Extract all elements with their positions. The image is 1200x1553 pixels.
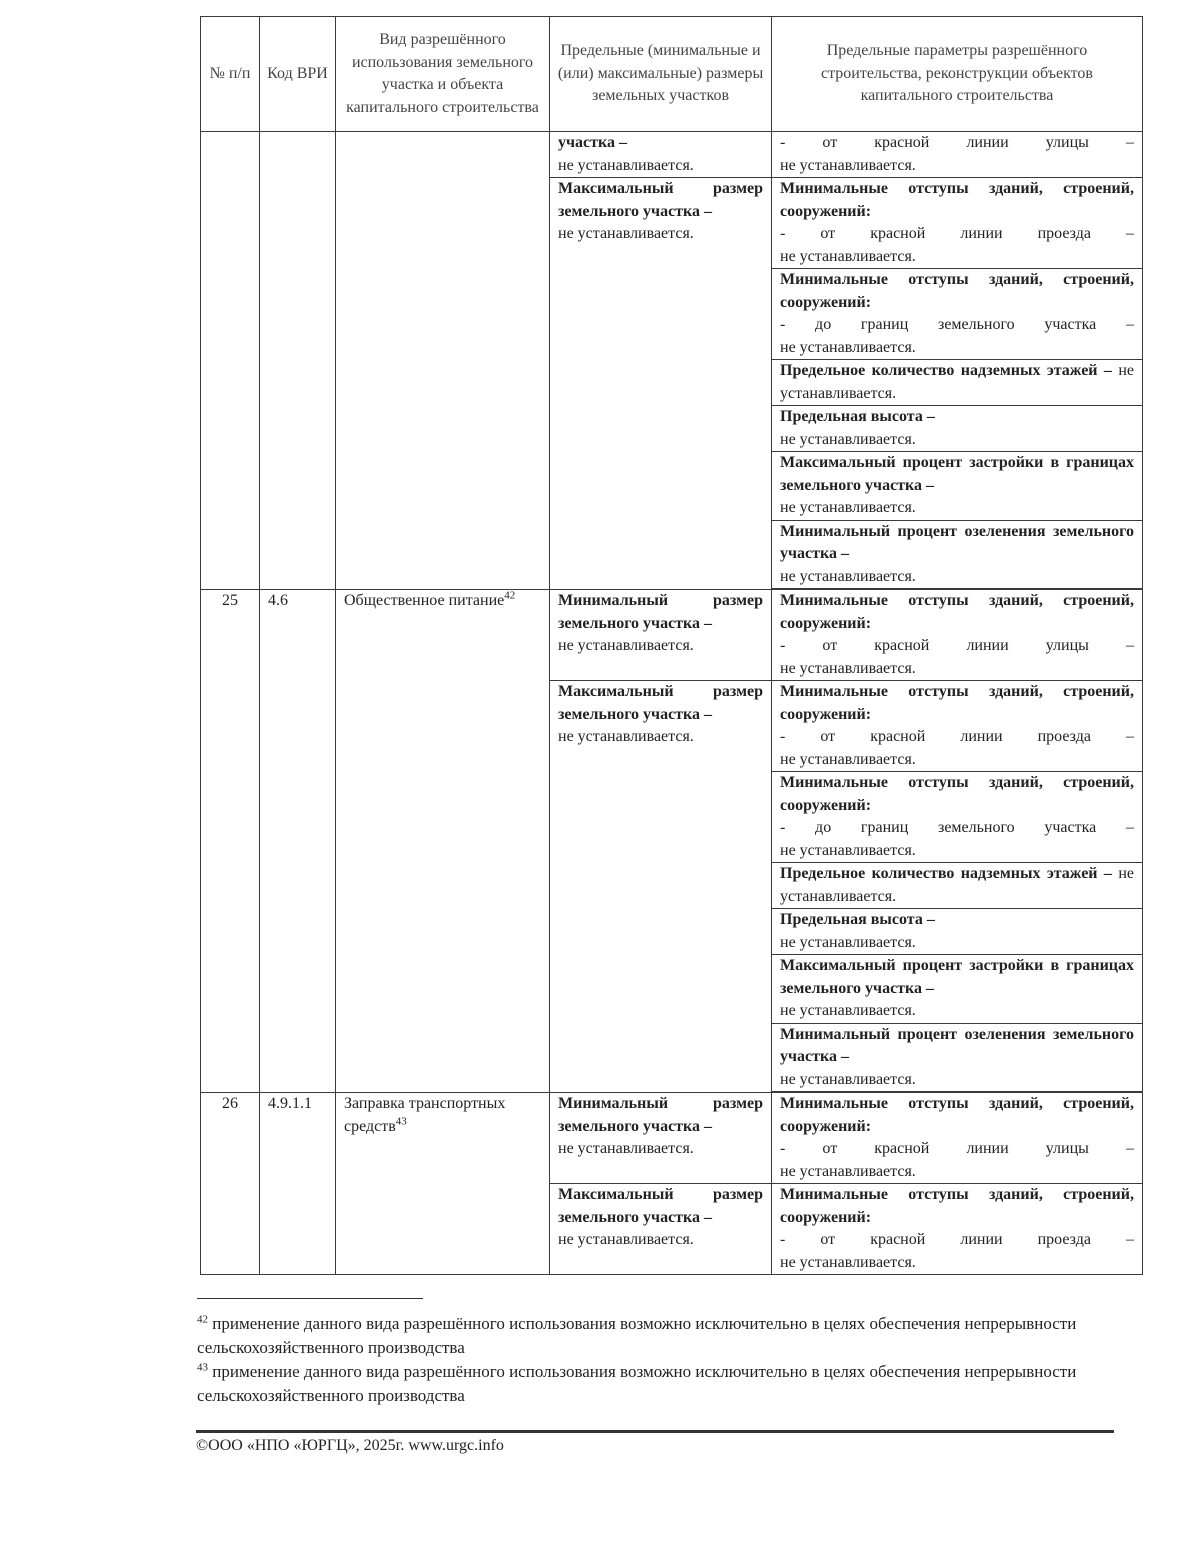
- header-params: Предельные параметры разрешённого строительства, реконструкции объектов капитального строительства: [772, 17, 1143, 132]
- cell-size-max: [550, 1184, 772, 1275]
- size-min-value: не устанавливается.: [558, 637, 694, 654]
- param-label: Предельное количество надземных этажей –: [780, 362, 1112, 379]
- cell-size-max: [550, 178, 772, 590]
- param-value: не устанавливается.: [780, 156, 916, 174]
- footnote-ref: 42: [504, 589, 516, 602]
- param-value: не устанавливается.: [780, 1070, 916, 1088]
- param-pre: - от красной линии проезда –: [780, 1231, 1134, 1248]
- cell-param: [772, 681, 1143, 772]
- param-label: Минимальные отступы зданий, строений, сооружений:: [780, 683, 1134, 723]
- size-max-value: не устанавливается.: [558, 1231, 694, 1248]
- footnote-divider: [197, 1298, 423, 1299]
- param-value: не устанавливается.: [780, 659, 916, 677]
- param-value: не устанавливается.: [780, 750, 916, 768]
- cell-param: [772, 1023, 1143, 1092]
- header-sizes: Предельные (минимальные и (или) максимальные) размеры земельных участков: [550, 17, 772, 132]
- cell-param: [772, 909, 1143, 955]
- param-value: не устанавливается.: [780, 567, 916, 585]
- size-min-label: Минимальный размер земельного участка –: [558, 1095, 763, 1135]
- size-max-value: не устанавливается.: [558, 728, 694, 745]
- cell-param: [772, 955, 1143, 1024]
- param-label: Минимальные отступы зданий, строений, сооружений:: [780, 592, 1134, 632]
- cell-param: [772, 1093, 1143, 1184]
- cell-param: [772, 132, 1143, 178]
- cell-type: [336, 1093, 550, 1275]
- footnote: [197, 1312, 1107, 1360]
- param-label: Минимальные отступы зданий, строений, сооружений:: [780, 1186, 1134, 1226]
- param-pre: - от красной линии проезда –: [780, 728, 1134, 745]
- cell-size-max: [550, 681, 772, 1093]
- cell-param: [772, 178, 1143, 269]
- param-label: Предельная высота –: [780, 911, 935, 928]
- cell-code: 4.6: [260, 590, 336, 1093]
- footnote: [197, 1360, 1107, 1408]
- cell-param: [772, 360, 1143, 406]
- table-row: [201, 1093, 1143, 1184]
- cell-num: [201, 132, 260, 590]
- cell-type: [336, 132, 550, 590]
- cell-param: [772, 1184, 1143, 1275]
- cell-param: [772, 590, 1143, 681]
- param-label: Минимальный процент озеленения земельного участка –: [780, 522, 1134, 562]
- param-pre: - от красной линии улицы –: [780, 637, 1134, 654]
- size-max-value: не устанавливается.: [558, 225, 694, 242]
- cell-size-min: [550, 132, 772, 178]
- size-min-value: не устанавливается.: [558, 1140, 694, 1157]
- param-pre: - от красной линии улицы –: [780, 1140, 1134, 1157]
- param-pre: - от красной линии улицы –: [780, 134, 1134, 151]
- param-value: не устанавливается.: [780, 362, 1134, 402]
- size-min-tail: участка –: [558, 134, 627, 151]
- cell-param: [772, 269, 1143, 360]
- param-value: не устанавливается.: [780, 865, 1134, 905]
- param-value: не устанавливается.: [780, 430, 916, 448]
- cell-param: [772, 520, 1143, 589]
- param-pre: - от красной линии проезда –: [780, 225, 1134, 242]
- footer-divider: [196, 1430, 1114, 1433]
- cell-param: [772, 772, 1143, 863]
- size-max-label: Максимальный размер земельного участка –: [558, 180, 763, 220]
- param-value: не устанавливается.: [780, 1162, 916, 1180]
- table-row: [201, 590, 1143, 681]
- param-value: не устанавливается.: [780, 499, 916, 516]
- cell-size-min: [550, 590, 772, 681]
- cell-num: 26: [201, 1093, 260, 1275]
- cell-num: 25: [201, 590, 260, 1093]
- param-label: Максимальный процент застройки в границах земельного участка –: [780, 957, 1134, 997]
- param-label: Минимальные отступы зданий, строений, сооружений:: [780, 180, 1134, 220]
- param-value: не устанавливается.: [780, 338, 916, 356]
- regulations-table: [200, 16, 1143, 1275]
- footnote-number: 43: [197, 1361, 208, 1374]
- type-name: Заправка транспортных средств: [344, 1095, 506, 1135]
- size-max-label: Максимальный размер земельного участка –: [558, 1186, 763, 1226]
- param-value: не устанавливается.: [780, 1253, 916, 1271]
- cell-param: [772, 452, 1143, 521]
- table-header-row: [201, 17, 1143, 132]
- param-label: Предельная высота –: [780, 408, 935, 425]
- footnote-ref: 43: [395, 1115, 407, 1128]
- type-name: Общественное питание: [344, 592, 505, 609]
- param-value: не устанавливается.: [780, 1002, 916, 1019]
- size-min-label: Минимальный размер земельного участка –: [558, 592, 763, 632]
- table-row: [201, 132, 1143, 178]
- header-num: № п/п: [201, 17, 260, 132]
- param-label: Минимальные отступы зданий, строений, сооружений:: [780, 1095, 1134, 1135]
- cell-type: [336, 590, 550, 1093]
- header-code: Код ВРИ: [260, 17, 336, 132]
- param-value: не устанавливается.: [780, 933, 916, 951]
- size-max-label: Максимальный размер земельного участка –: [558, 683, 763, 723]
- cell-param: [772, 406, 1143, 452]
- param-label: Минимальные отступы зданий, строений, сооружений:: [780, 774, 1134, 814]
- param-label: Максимальный процент застройки в границах земельного участка –: [780, 454, 1134, 494]
- footnote-text: применение данного вида разрешённого использования возможно исключительно в целях обеспечения непрерывности сельскохозяйственного производства: [197, 1362, 1077, 1405]
- page-footer: ©ООО «НПО «ЮРГЦ», 2025г. www.urgc.info: [196, 1437, 504, 1454]
- footnote-number: 42: [197, 1313, 208, 1326]
- param-value: не устанавливается.: [780, 841, 916, 859]
- cell-code: [260, 132, 336, 590]
- footnote-text: применение данного вида разрешённого использования возможно исключительно в целях обеспечения непрерывности сельскохозяйственного производства: [197, 1314, 1077, 1357]
- size-min-value: не устанавливается.: [558, 156, 694, 174]
- cell-code: 4.9.1.1: [260, 1093, 336, 1275]
- param-value: не устанавливается.: [780, 247, 916, 265]
- cell-param: [772, 863, 1143, 909]
- param-pre: - до границ земельного участка –: [780, 316, 1134, 333]
- param-pre: - до границ земельного участка –: [780, 819, 1134, 836]
- param-label: Минимальные отступы зданий, строений, сооружений:: [780, 271, 1134, 311]
- cell-size-min: [550, 1093, 772, 1184]
- param-label: Предельное количество надземных этажей –: [780, 865, 1112, 882]
- footnotes: [197, 1312, 1107, 1408]
- header-type: Вид разрешённого использования земельного участка и объекта капитального строительства: [336, 17, 550, 132]
- param-label: Минимальный процент озеленения земельного участка –: [780, 1025, 1134, 1065]
